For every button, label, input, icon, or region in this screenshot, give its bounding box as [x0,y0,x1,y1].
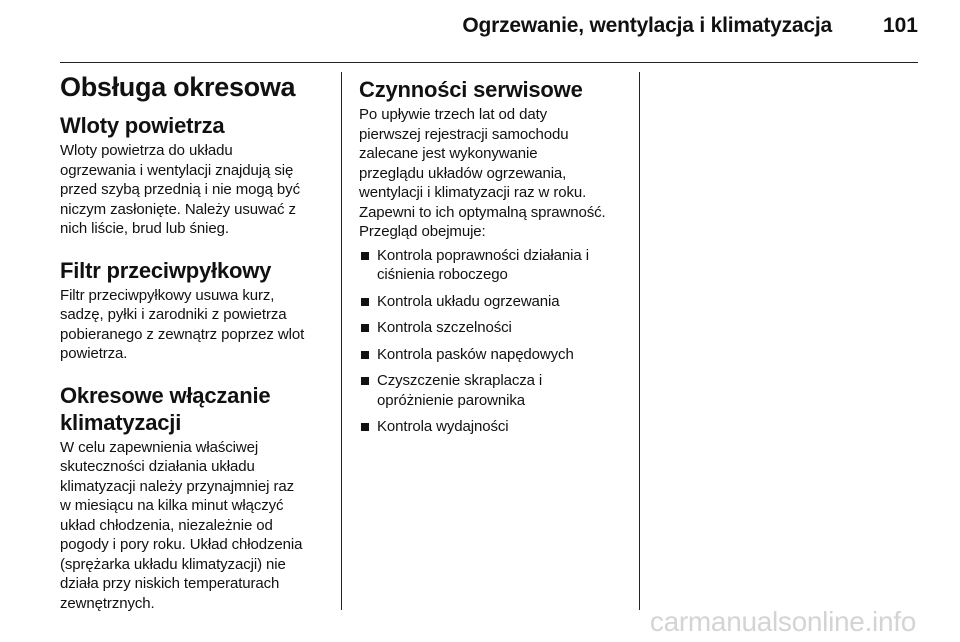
section-heading: Wloty powietrza [60,113,225,138]
bullet-square-icon [361,252,369,260]
main-heading: Obsługa okresowa [60,72,296,102]
body-text: Filtr przeciwpyłkowy usuwa kurz, sadzę, pyłki i zarodniki z powietrza pobieranego z zewnątrz poprzez wlot powietrza. [60,286,305,362]
column-divider-left [341,72,342,610]
section-heading: Czynności serwisowe [359,77,583,102]
bullet-square-icon [361,377,369,385]
bullet-square-icon [361,298,369,306]
section-heading: Filtr przeciwpyłkowy [60,257,272,283]
watermark: carmanualsonline.info [649,606,916,637]
list-item: Czyszczenie skraplacza i opróżnienie parownika [359,371,631,410]
running-header-title: Ogrzewanie, wentylacja i klimatyzacja [462,14,832,37]
section-wloty-powietrza [60,112,336,239]
body-text: Wloty powietrza do układu ogrzewania i wentylacji znajdują się przed szybą przednią i nie mogą być niczym zasłonięte. Należy usuwać z nich liście, brud lub śnieg. [60,142,300,237]
list-item: Kontrola pasków napędowych [359,345,631,365]
list-item: Kontrola poprawności działania i ciśnienia roboczego [359,246,631,285]
body-text: W celu zapewnienia właściwej skuteczności działania układu klimatyzacji należy przynajmniej raz w miesiącu na kilka minut włączyć układ chłodzenia, niezależnie od pogody i pory roku. Układ chłodzenia (sprężarka układu klimatyzacji) nie działa przy niskich temperaturach zewnętrznych. [60,438,303,612]
column-middle [359,70,631,444]
service-checklist [359,246,631,437]
list-item: Kontrola układu ogrzewania [359,292,631,312]
bullet-square-icon [361,351,369,359]
body-text: Po upływie trzech lat od daty pierwszej rejestracji samochodu zalecane jest wykonywanie przeglądu układów ogrzewania, wentylacji i klimatyzacji raz w roku. Zapewni to ich optymalną sprawność. Przegląd obejmuje: [359,106,606,240]
list-item: Kontrola wydajności [359,417,631,437]
list-item: Kontrola szczelności [359,318,631,338]
section-okresowe-wlaczanie [60,382,336,614]
bullet-square-icon [361,324,369,332]
column-divider-right [639,72,640,610]
bullet-square-icon [361,423,369,431]
section-heading: Okresowe włączanie klimatyzacji [60,382,271,435]
header-rule [60,62,918,63]
page-number: 101 [882,14,918,37]
section-filtr-przeciwpylkowy [60,257,336,364]
column-left [60,70,336,613]
